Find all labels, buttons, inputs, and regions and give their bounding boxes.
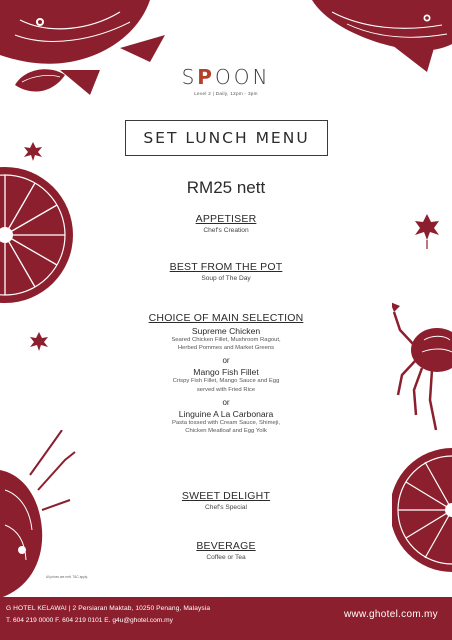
dish-description: Seared Chicken Fillet, Mushroom Ragout, [171,337,281,343]
logo-letter-p: P [197,65,215,89]
dish-description: Chicken Meatloaf and Egg Yolk [185,428,267,435]
dish-name: Supreme Chicken [191,326,261,336]
footer-address: G HOTEL KELAWAI | 2 Persiaran Maktab, 10250 Penang, Malaysia [6,605,211,612]
logo-letters-oo: OO [214,65,253,89]
footer-website-link[interactable]: www.ghotel.com.my [343,609,438,620]
dish-description: Pasta tossed with Cream Sauce, Shimeji, [171,419,281,426]
dish-description: Crispy Fish Fillet, Mango Sauce and Egg [172,378,280,385]
dish-name: Mango Fish Fillet [193,367,259,378]
logo-letter-s: S [181,65,198,89]
section-title: APPETISER [195,213,257,225]
section-subtitle: Coffee or Tea [206,554,246,561]
dish-name: Linguine A La Carbonara [178,408,274,419]
or-separator: or [222,397,230,407]
section-sweet-delight [0,490,452,511]
section-title: BEVERAGE [196,540,256,552]
section-title: CHOICE OF MAIN SELECTION [148,312,304,324]
dish-description: served with Fried Rice [196,386,256,393]
price-label: RM25 nett [186,178,266,197]
dish-description: Herbed Pommes and Market Greens [177,345,275,352]
logo-subtitle: Level 2 | Daily, 12pm - 3pm [194,91,258,96]
section-appetiser [0,213,452,234]
section-subtitle: Soup of The Day [201,275,251,282]
menu-title: SET LUNCH MENU [143,129,310,147]
menu-title-box [125,120,328,156]
section-main-selection [0,312,452,435]
section-best-from-the-pot [0,261,452,282]
footer-contact: T. 604 219 0000 F. 604 219 0101 E. g4u@ghotel.com.my [6,617,173,624]
section-subtitle: Chef's Creation [203,227,249,234]
section-beverage [0,540,452,561]
footer-bar [0,597,452,640]
or-separator: or [222,356,230,366]
spoon-logo [0,66,452,96]
section-subtitle: Chef's Special [205,504,247,511]
logo-letter-n: N [252,65,271,89]
logo-wordmark [0,66,452,88]
section-title: SWEET DELIGHT [181,490,271,502]
herb-leaf-illustration [22,140,44,162]
section-title: BEST FROM THE POT [169,261,283,273]
fine-print: All prices are nett. T&C apply. [46,575,88,579]
